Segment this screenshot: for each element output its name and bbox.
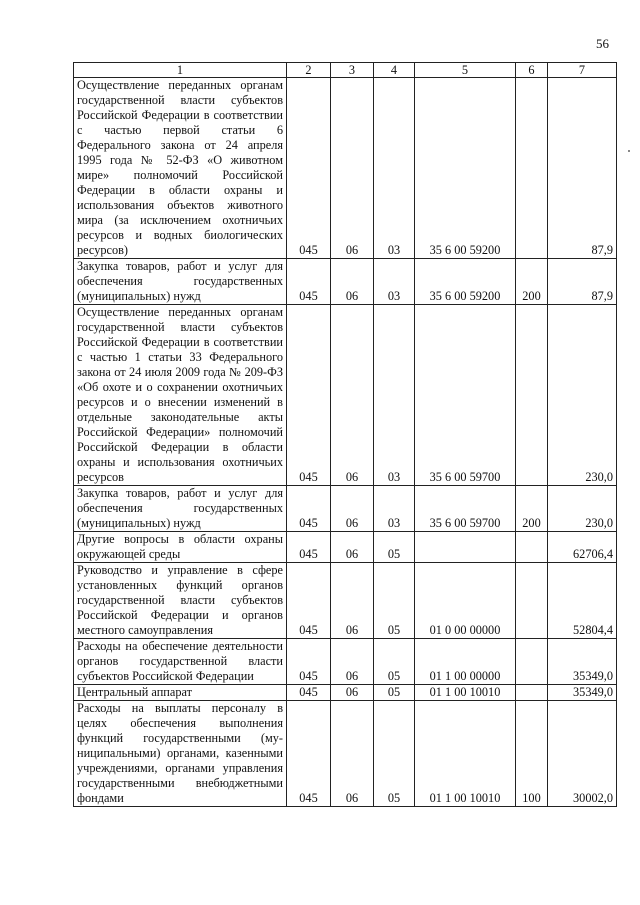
table-row <box>74 701 617 807</box>
target-article-cell: 01 1 00 00000 <box>415 639 516 685</box>
budget-table <box>73 62 617 807</box>
section-code-cell: 06 <box>331 701 374 807</box>
section-code-cell: 06 <box>331 486 374 532</box>
expense-name-cell: Расходы на выплаты персоналу в целях обеспечения выполнения функций государственными (муниципальными) органами, казенными учреждениями, органами управления государственными внебюджетными фондами <box>74 701 287 807</box>
amount-cell: 52804,4 <box>548 563 617 639</box>
ministry-code-cell: 045 <box>287 685 331 701</box>
subsection-code-cell: 05 <box>374 701 415 807</box>
expense-name-cell: Осуществление переданных органам государственной власти субъектов Российской Федерации в соответствии с частью первой статьи 6 Федерального закона от 24 апреля 1995 года № 52-ФЗ «О животном мире» полномочий Российской Федерации в области охраны и использования объектов животного мира (за исключением охотничьих ресурсов и водных биологических ресурсов) <box>74 78 287 259</box>
subsection-code-cell: 03 <box>374 78 415 259</box>
subsection-code-cell: 05 <box>374 532 415 563</box>
ministry-code-cell: 045 <box>287 305 331 486</box>
target-article-cell: 35 6 00 59700 <box>415 486 516 532</box>
table-row <box>74 486 617 532</box>
amount-cell: 62706,4 <box>548 532 617 563</box>
expense-type-cell <box>516 639 548 685</box>
section-code-cell: 06 <box>331 563 374 639</box>
header-cell: 4 <box>374 63 415 78</box>
header-row <box>74 63 617 78</box>
amount-cell: 35349,0 <box>548 639 617 685</box>
expense-name-cell: Руководство и управление в сфере установленных функций органов государственной власти субъектов Российской Федерации и органов местного самоуправления <box>74 563 287 639</box>
ministry-code-cell: 045 <box>287 486 331 532</box>
amount-cell: 30002,0 <box>548 701 617 807</box>
subsection-code-cell: 05 <box>374 639 415 685</box>
expense-type-cell: 100 <box>516 701 548 807</box>
expense-type-cell <box>516 78 548 259</box>
target-article-cell: 01 0 00 00000 <box>415 563 516 639</box>
section-code-cell: 06 <box>331 259 374 305</box>
target-article-cell: 35 6 00 59200 <box>415 78 516 259</box>
expense-type-cell: 200 <box>516 486 548 532</box>
table-row <box>74 563 617 639</box>
section-code-cell: 06 <box>331 685 374 701</box>
target-article-cell: 35 6 00 59700 <box>415 305 516 486</box>
subsection-code-cell: 03 <box>374 305 415 486</box>
ministry-code-cell: 045 <box>287 563 331 639</box>
expense-type-cell <box>516 563 548 639</box>
section-code-cell: 06 <box>331 532 374 563</box>
expense-name-cell: Закупка товаров, работ и услуг для обеспечения государственных (муниципальных) нужд <box>74 259 287 305</box>
expense-name-cell: Другие вопросы в области охраны окружающей среды <box>74 532 287 563</box>
amount-cell: 35349,0 <box>548 685 617 701</box>
subsection-code-cell: 05 <box>374 685 415 701</box>
expense-name-cell: Осуществление переданных органам государственной власти субъектов Российской Федерации в соответствии с частью 1 статьи 33 Федерального закона от 24 июля 2009 года № 209-ФЗ «Об охоте и о сохранении охотничьих ресурсов и о внесении изменений в отдельные законодательные акты Российской Федерации» полномочий Российской Федерации в области охраны и использования охотничьих ресурсов <box>74 305 287 486</box>
expense-type-cell <box>516 685 548 701</box>
expense-type-cell: 200 <box>516 259 548 305</box>
subsection-code-cell: 03 <box>374 486 415 532</box>
ministry-code-cell: 045 <box>287 78 331 259</box>
subsection-code-cell: 03 <box>374 259 415 305</box>
header-cell: 5 <box>415 63 516 78</box>
target-article-cell <box>415 532 516 563</box>
amount-cell: 230,0 <box>548 305 617 486</box>
ministry-code-cell: 045 <box>287 259 331 305</box>
table-row <box>74 305 617 486</box>
subsection-code-cell: 05 <box>374 563 415 639</box>
expense-type-cell <box>516 305 548 486</box>
ministry-code-cell: 045 <box>287 532 331 563</box>
table-row <box>74 639 617 685</box>
section-code-cell: 06 <box>331 305 374 486</box>
header-cell: 6 <box>516 63 548 78</box>
amount-cell: 87,9 <box>548 259 617 305</box>
expense-type-cell <box>516 532 548 563</box>
ministry-code-cell: 045 <box>287 639 331 685</box>
header-cell: 3 <box>331 63 374 78</box>
table-row <box>74 532 617 563</box>
target-article-cell: 35 6 00 59200 <box>415 259 516 305</box>
table-row <box>74 78 617 259</box>
section-code-cell: 06 <box>331 639 374 685</box>
table-row <box>74 685 617 701</box>
expense-name-cell: Центральный аппарат <box>74 685 287 701</box>
header-cell: 1 <box>74 63 287 78</box>
header-cell: 2 <box>287 63 331 78</box>
amount-cell: 230,0 <box>548 486 617 532</box>
target-article-cell: 01 1 00 10010 <box>415 701 516 807</box>
expense-name-cell: Расходы на обеспечение деятельности органов государственной власти субъектов Российской Федерации <box>74 639 287 685</box>
amount-cell: 87,9 <box>548 78 617 259</box>
header-cell: 7 <box>548 63 617 78</box>
ministry-code-cell: 045 <box>287 701 331 807</box>
target-article-cell: 01 1 00 10010 <box>415 685 516 701</box>
page-number: 56 <box>596 36 609 51</box>
section-code-cell: 06 <box>331 78 374 259</box>
expense-name-cell: Закупка товаров, работ и услуг для обеспечения государственных (муниципальных) нужд <box>74 486 287 532</box>
scan-speck <box>628 150 630 152</box>
table-row <box>74 259 617 305</box>
